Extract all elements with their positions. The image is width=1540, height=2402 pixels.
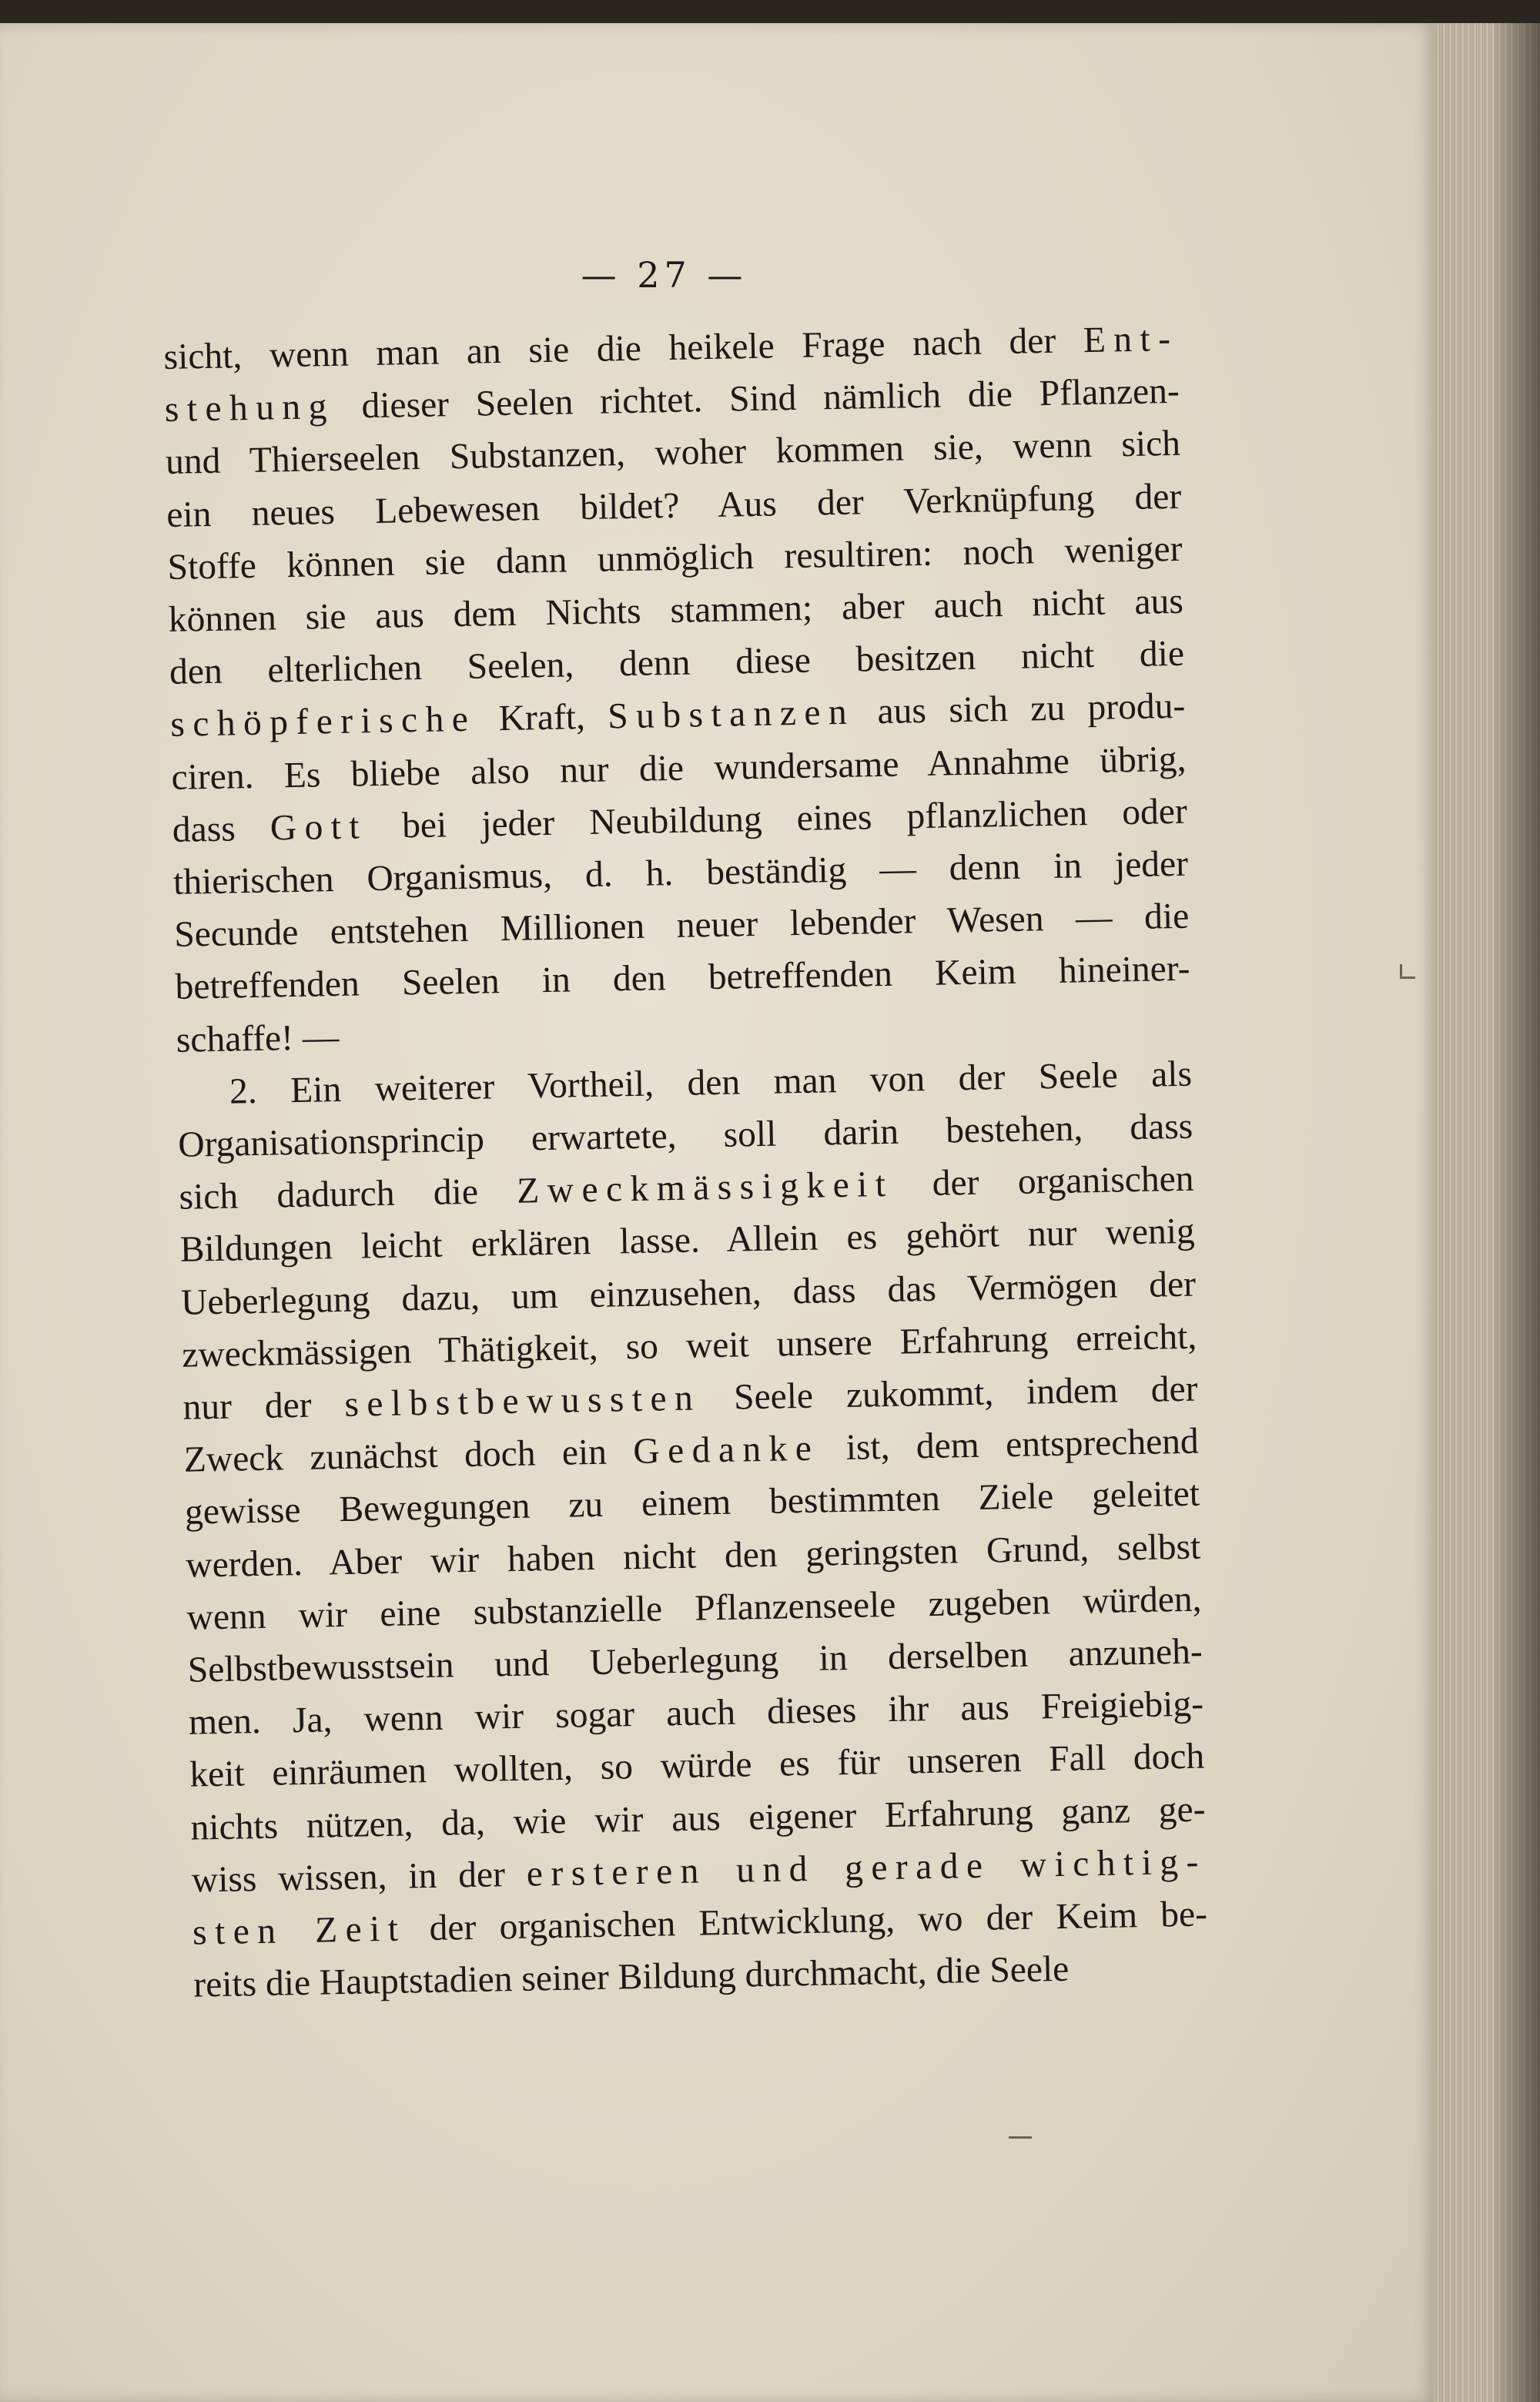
spaced-emphasis: schöpferische xyxy=(169,699,477,745)
spaced-emphasis: Zweckmässigkeit xyxy=(516,1164,894,1212)
spaced-emphasis: ersteren und gerade wichtig- xyxy=(526,1841,1207,1894)
text-segment: Kraft, xyxy=(475,696,608,740)
text-segment: sich dadurch die xyxy=(179,1171,517,1218)
text-segment: keit einräumen wollten, so würde es für unseren Fall doch xyxy=(189,1737,1205,1796)
text-segment: dass xyxy=(172,808,271,850)
text-segment: den elterlichen Seelen, denn diese besitzen nicht die xyxy=(169,633,1185,693)
bottom-mark xyxy=(1009,2136,1032,2139)
text-segment: nichts nützen, da, wie wir aus eigener Erfahrung ganz ge- xyxy=(190,1789,1206,1848)
text-segment: schaffe! — xyxy=(176,1017,340,1060)
text-segment: zweckmässigen Thätigkeit, so weit unsere Erfahrung erreicht, xyxy=(181,1316,1197,1375)
text-segment: Selbstbewusstsein und Ueberlegung in derselben anzuneh- xyxy=(187,1631,1204,1690)
spaced-emphasis: stehung xyxy=(164,387,336,430)
text-segment: thierischen Organismus, d. h. beständig — denn in jeder xyxy=(172,843,1189,903)
text-segment: Stoffe können sie dann unmöglich resultiren: noch weniger xyxy=(167,528,1183,588)
text-segment: aus sich zu produ- xyxy=(854,686,1186,733)
body-text xyxy=(163,313,1209,2012)
text-segment: wiss wissen, in der xyxy=(191,1854,527,1901)
text-segment: werden. Aber wir haben nicht den geringsten Grund, selbst xyxy=(185,1526,1201,1586)
text-segment: nur der xyxy=(182,1384,345,1428)
text-segment: ciren. Es bliebe also nur die wundersame Annahme übrig, xyxy=(171,739,1187,798)
text-segment: 2. Ein weiterer Vortheil, den man von der Seele als xyxy=(229,1054,1193,1112)
page-edge-shadow xyxy=(1494,23,1540,2402)
text-segment: Ueberlegung dazu, um einzusehen, dass das Vermögen der xyxy=(180,1264,1197,1323)
spaced-emphasis: Ent- xyxy=(1083,318,1179,361)
spaced-emphasis: selbstbewussten xyxy=(343,1378,701,1425)
text-segment: Organisationsprincip erwartete, soll darin bestehen, dass xyxy=(177,1106,1194,1165)
text-segment: Seele zukommt, indem der xyxy=(700,1369,1198,1419)
margin-mark-vertical xyxy=(1400,964,1402,978)
text-segment: und Thierseelen Substanzen, woher kommen sie, wenn sich xyxy=(165,424,1181,483)
spaced-emphasis: Gott xyxy=(270,806,368,849)
text-segment: bei jeder Neubildung eines pflanzlichen oder xyxy=(367,791,1188,847)
text-segment: gewisse Bewegungen zu einem bestimmten Ziele geleitet xyxy=(184,1474,1200,1533)
text-segment: der organischen xyxy=(892,1158,1194,1205)
text-segment: Zweck zunächst doch ein xyxy=(183,1432,634,1481)
text-segment: können sie aus dem Nichts stammen; aber auch nicht aus xyxy=(168,581,1184,640)
spaced-emphasis: Substanzen xyxy=(607,692,855,737)
text-segment: Secunde entstehen Millionen neuer lebender Wesen — die xyxy=(173,896,1190,956)
text-segment: ein neues Lebewesen bildet? Aus der Verknüpfung der xyxy=(166,476,1182,535)
text-segment: sicht, wenn man an sie die heikele Frage nach der xyxy=(163,320,1084,377)
text-segment: betreffenden Seelen in den betreffenden Keim hineiner- xyxy=(175,949,1190,1008)
text-segment: reits die Hauptstadien seiner Bildung durchmacht, die Seele xyxy=(192,1949,1070,2005)
text-segment: der organischen Entwicklung, wo der Keim be- xyxy=(405,1894,1208,1949)
text-segment: men. Ja, wenn wir sogar auch dieses ihr aus Freigiebig- xyxy=(188,1683,1204,1743)
margin-mark xyxy=(1400,977,1415,979)
text-segment: Bildungen leicht erklären lasse. Allein es gehört nur wenig xyxy=(179,1211,1196,1271)
text-segment: wenn wir eine substanzielle Pflanzenseele zugeben würden, xyxy=(186,1579,1202,1638)
page-number: — 27 — xyxy=(581,254,748,296)
text-segment: dieser Seelen richtet. Sind nämlich die Pflanzen- xyxy=(334,371,1180,427)
spaced-emphasis: Gedanke xyxy=(632,1428,820,1472)
text-segment: ist, dem entsprechend xyxy=(819,1421,1200,1469)
spaced-emphasis: sten Zeit xyxy=(192,1908,407,1953)
